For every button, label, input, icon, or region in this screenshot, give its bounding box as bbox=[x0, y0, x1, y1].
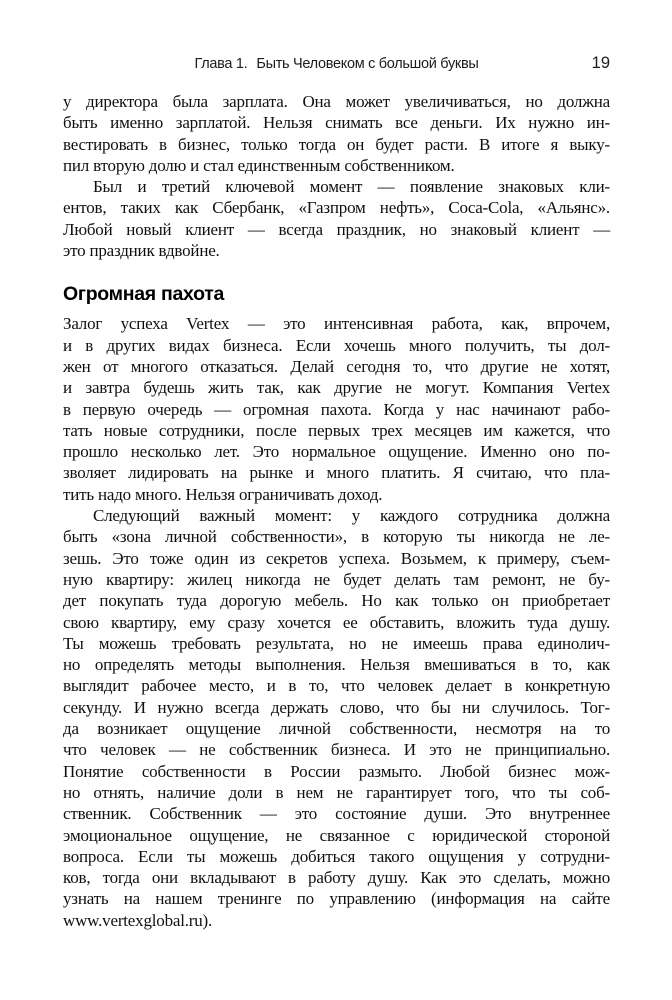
text-line: у директора была зарплата. Она может увеличиваться, но должна bbox=[63, 92, 610, 111]
section-heading: Огромная пахота bbox=[63, 283, 225, 306]
text-line: в первую очередь — огромная пахота. Когда у нас начинают рабо- bbox=[63, 399, 610, 419]
running-head-text bbox=[63, 56, 610, 72]
text-line: Любой новый клиент — всегда праздник, но знаковый клиент — bbox=[63, 219, 610, 239]
text-line: Ты можешь требовать результата, но не имеешь права единолич- bbox=[63, 633, 610, 653]
text-line: зешь. Это тоже один из секретов успеха. Возьмем, к примеру, съем- bbox=[63, 548, 610, 568]
text-line: вопроса. Если ты можешь добиться такого ощущения у сотрудни- bbox=[63, 846, 610, 866]
text-line: www.vertexglobal.ru). bbox=[63, 910, 213, 930]
paragraph bbox=[63, 505, 610, 931]
text-line: эмоциональное ощущение, не связанное с юридической стороной bbox=[63, 825, 610, 845]
paragraph bbox=[63, 176, 610, 261]
text-line: что человек — не собственник бизнеса. И это не принципиально. bbox=[63, 740, 610, 760]
text-line: свою квартиру, ему сразу хочется ее обставить, вложить туда душу. bbox=[63, 612, 610, 632]
text-line: Следующий важный момент: у каждого сотрудника должна bbox=[93, 506, 610, 526]
text-line: жен от многого отказаться. Делай сегодня то, что другие не хотят, bbox=[63, 356, 610, 376]
text-line: дет покупать туда дорогую мебель. Но как только он приобретает bbox=[63, 591, 610, 611]
text-line: вестировать в бизнес, только тогда он будет расти. В итоге я выку- bbox=[63, 134, 610, 154]
text-line: ственник. Собственник — это состояние души. Это внутреннее bbox=[63, 804, 610, 824]
text-line: Залог успеха Vertex — это интенсивная работа, как, впрочем, bbox=[63, 314, 610, 334]
text-line: узнать на нашем тренинге по управлению (информация на сайте bbox=[63, 889, 610, 909]
text-line: пил вторую долю и стал единственным собственником. bbox=[63, 155, 455, 175]
page-body bbox=[63, 91, 610, 931]
text-line: но отнять, наличие доли в нем не гарантирует того, что ты соб- bbox=[63, 782, 610, 802]
paragraph bbox=[63, 91, 610, 176]
chapter-title: Быть Человеком с большой буквы bbox=[256, 56, 479, 72]
page-header bbox=[63, 56, 610, 74]
text-line: ную квартиру: жилец никогда не будет делать там ремонт, не бу- bbox=[63, 569, 610, 589]
text-line: да возникает ощущение личной собственности, несмотря на то bbox=[63, 719, 610, 739]
text-line: это праздник вдвойне. bbox=[63, 241, 220, 261]
text-line: выглядит рабочее место, и в то, что человек делает в конкретную bbox=[63, 676, 610, 696]
page-number: 19 bbox=[591, 54, 610, 72]
text-line: Понятие собственности в России размыто. Любой бизнес мож- bbox=[63, 761, 610, 781]
text-line: и завтра будешь жить так, как другие не могут. Компания Vertex bbox=[63, 378, 610, 398]
text-line: ентов, таких как Сбербанк, «Газпром нефть», Coca-Cola, «Альянс». bbox=[63, 198, 610, 218]
text-line: и в других видах бизнеса. Если хочешь много получить, ты дол- bbox=[63, 335, 610, 355]
chapter-label: Глава 1. bbox=[194, 56, 248, 72]
text-line: зволяет лидировать на рынке и много платить. Я считаю, что пла- bbox=[63, 463, 610, 483]
text-line: быть «зона личной собственности», в которую ты никогда не ле- bbox=[63, 527, 610, 547]
text-line: тить надо много. Нельзя ограничивать доход. bbox=[63, 484, 383, 504]
text-line: ков, тогда они вкладывают в работу душу. Как это сделать, можно bbox=[63, 868, 610, 888]
text-line: быть именно зарплатой. Нельзя снимать все деньги. Их нужно ин- bbox=[63, 113, 610, 133]
text-line: но определять методы выполнения. Нельзя вмешиваться в то, как bbox=[63, 655, 610, 675]
text-line: Был и третий ключевой момент — появление знаковых кли- bbox=[93, 177, 610, 197]
paragraph bbox=[63, 313, 610, 505]
text-line: секунду. И нужно всегда держать слово, что бы ни случилось. Тог- bbox=[63, 697, 610, 717]
text-line: прошло несколько лет. Это нормальное ощущение. Именно оно по- bbox=[63, 442, 610, 462]
text-line: тать новые сотрудники, после первых трех месяцев им кажется, что bbox=[63, 420, 610, 440]
